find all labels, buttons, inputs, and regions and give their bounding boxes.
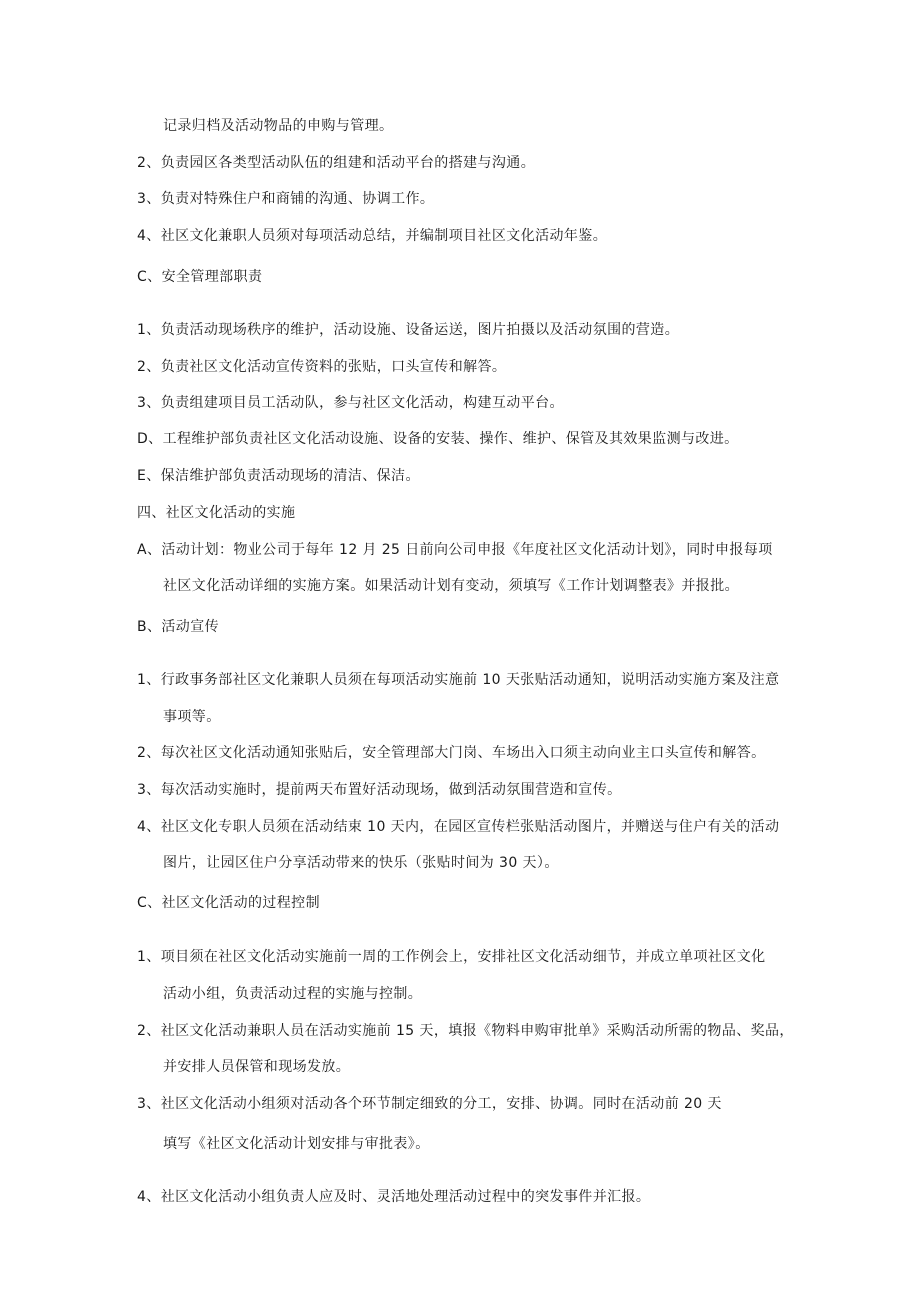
text-line: 4、社区文化兼职人员须对每项活动总结，并编制项目社区文化活动年鉴。 [137,228,608,244]
text-line: 2、社区文化活动兼职人员在活动实施前 15 天，填报《物料申购审批单》采购活动所需的物品、奖品， [137,1023,794,1039]
text-line: E、保洁维护部负责活动现场的清洁、保洁。 [137,468,420,484]
text-line: D、工程维护部负责社区文化活动设施、设备的安装、操作、维护、保管及其效果监测与改进。 [137,431,739,447]
text-line: 1、项目须在社区文化活动实施前一周的工作例会上，安排社区文化活动细节，并成立单项社区文化 [137,949,766,965]
text-line: 3、每次活动实施时，提前两天布置好活动现场，做到活动氛围营造和宣传。 [137,782,622,798]
text-line: 活动小组，负责活动过程的实施与控制。 [163,986,423,1002]
text-line: 填写《社区文化活动计划安排与审批表》。 [163,1136,430,1152]
text-line: A、活动计划：物业公司于每年 12 月 25 日前向公司申报《年度社区文化活动计划》，同时申报每项 [137,542,773,558]
text-line: 3、社区文化活动小组须对活动各个环节制定细致的分工，安排、协调。同时在活动前 20 天 [137,1096,722,1112]
text-line: 2、负责社区文化活动宣传资料的张贴，口头宣传和解答。 [137,359,507,375]
section-heading: C、社区文化活动的过程控制 [137,895,320,911]
text-line: 3、负责组建项目员工活动队，参与社区文化活动，构建互动平台。 [137,395,564,411]
section-heading: B、活动宣传 [137,619,220,635]
text-line: 记录归档及活动物品的申购与管理。 [163,118,394,134]
text-line: 并安排人员保管和现场发放。 [163,1059,351,1075]
text-line: 2、每次社区文化活动通知张贴后，安全管理部大门岗、车场出入口须主动向业主口头宣传和解答。 [137,745,766,761]
section-heading: 四、社区文化活动的实施 [137,505,296,521]
section-heading: C、安全管理部职责 [137,269,263,285]
text-line: 4、社区文化专职人员须在活动结束 10 天内，在园区宣传栏张贴活动图片，并赠送与住户有关的活动 [137,819,780,835]
text-line: 3、负责对特殊住户和商铺的沟通、协调工作。 [137,191,435,207]
text-line: 社区文化活动详细的实施方案。如果活动计划有变动，须填写《工作计划调整表》并报批。 [163,578,739,594]
text-line: 1、负责活动现场秩序的维护，活动设施、设备运送，图片拍摄以及活动氛围的营造。 [137,322,680,338]
text-line: 1、行政事务部社区文化兼职人员须在每项活动实施前 10 天张贴活动通知，说明活动实施方案及注意 [137,672,780,688]
text-line: 2、负责园区各类型活动队伍的组建和活动平台的搭建与沟通。 [137,155,536,171]
text-line: 图片，让园区住户分享活动带来的快乐（张贴时间为 30 天）。 [163,855,559,871]
text-line: 事项等。 [163,709,221,725]
text-line: 4、社区文化活动小组负责人应及时、灵活地处理活动过程中的突发事件并汇报。 [137,1189,651,1205]
